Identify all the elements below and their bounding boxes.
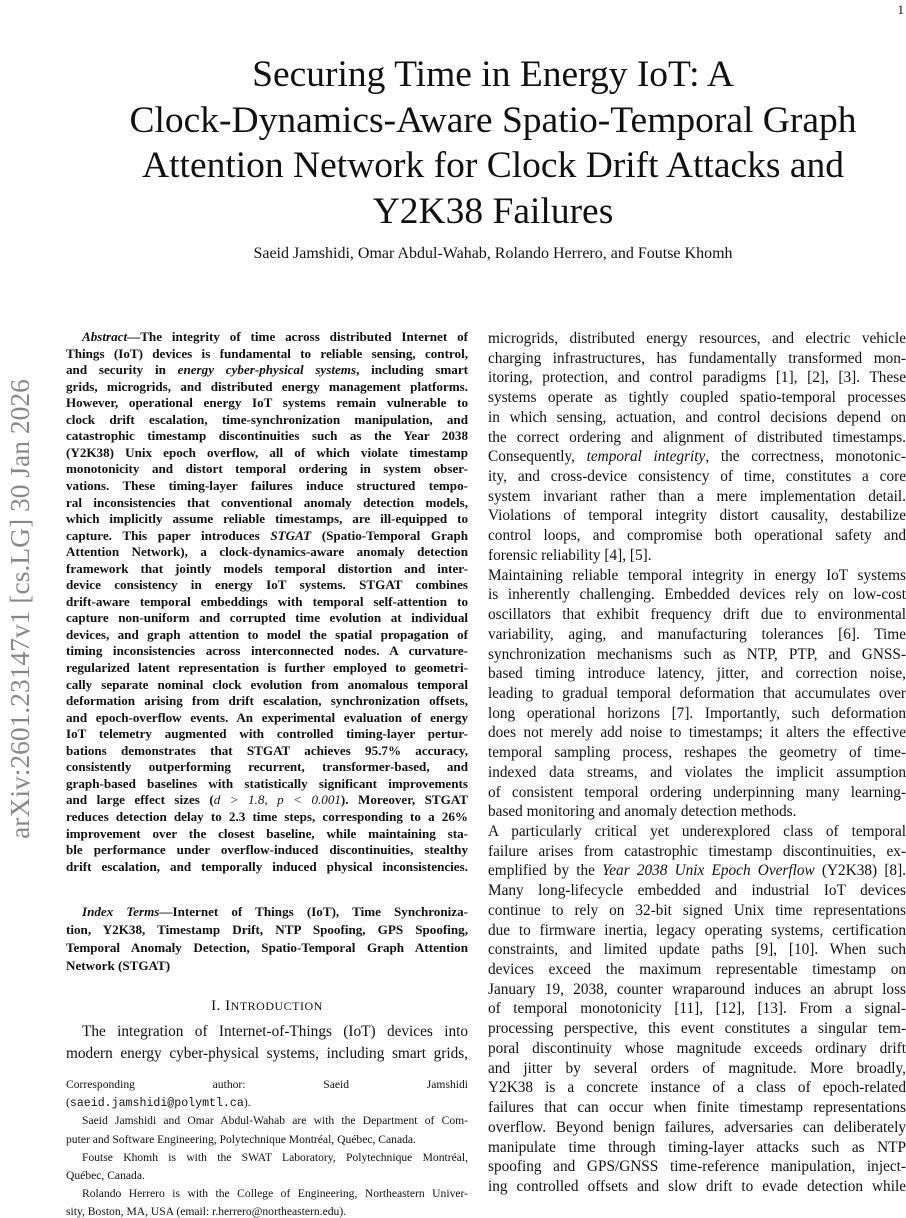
- line-t: forensic reliability [4], [5].: [488, 546, 652, 564]
- footnote-line: [66, 1133, 468, 1146]
- abstract-line: [82, 329, 468, 345]
- intro-line: [488, 1060, 906, 1078]
- intro-line: [488, 389, 906, 407]
- intro-line: [488, 547, 906, 565]
- intro-line: [488, 961, 906, 979]
- intro-line: [488, 902, 906, 920]
- footnote-line: [82, 1151, 468, 1164]
- line-post: (Y2K38) [8].: [814, 862, 906, 880]
- line-t: due to firmware inertia, legacy operating systems, certification: [488, 921, 906, 939]
- intro-line: [488, 527, 906, 545]
- line-post: ).: [243, 1096, 251, 1110]
- intro-line: [488, 764, 906, 782]
- line-t: oscillators that exhibit frequency drift due to environmental: [488, 606, 906, 624]
- abstract-line: [66, 362, 468, 378]
- intro-line: [488, 1020, 906, 1038]
- line-t: constraints, and limited update paths [9], [10]. When such: [488, 941, 906, 959]
- abstract-line: [66, 461, 468, 477]
- line-pre: emplified by the: [488, 862, 603, 880]
- abstract-line: [66, 809, 468, 825]
- intro-line: [488, 350, 906, 368]
- footnote-line: [82, 1187, 468, 1200]
- line-pre: capture. This paper introduces: [66, 527, 271, 543]
- abstract-line: [66, 693, 468, 709]
- line-t: bations demonstrates that STGAT achieves 95.7% accuracy,: [66, 742, 468, 758]
- author-list: Saeid Jamshidi, Omar Abdul-Wahab, Rolando Herrero, and Foutse Khomh: [253, 245, 733, 262]
- line-t: Saeid Jamshidi and Omar Abdul-Wahab are with the Department of Com-: [82, 1114, 468, 1128]
- line-post: (Spatio-Temporal Graph: [311, 527, 469, 543]
- line-em: Abstract: [82, 329, 128, 344]
- line-t: the correct ordering and alignment of distributed timestamps.: [488, 428, 906, 446]
- title-line: Attention Network for Clock Drift Attacks and: [142, 145, 844, 186]
- line-em: Index Terms: [82, 904, 160, 919]
- abstract-line: [66, 346, 468, 362]
- abstract-line: [66, 759, 468, 775]
- intro-line: [488, 409, 906, 427]
- line-post: ). Moreover, STGAT: [340, 792, 468, 808]
- abstract-line: [66, 677, 468, 693]
- abstract-line: [66, 627, 468, 643]
- arxiv-stamp: arXiv:2601.23147v1 [cs.LG] 30 Jan 2026: [4, 379, 35, 839]
- line-pre: and security in: [66, 362, 178, 378]
- line-t: Network (STGAT): [66, 958, 171, 973]
- line-post: , including smart: [356, 362, 468, 378]
- line-t: itoring, protection, and control paradigms [1], [2], [3]. These: [488, 369, 906, 387]
- line-t: based timing introduce latency, jitter, and correction noise,: [488, 665, 906, 683]
- line-t: ity, and cross-device consistency of time, constitutes a core: [488, 468, 906, 486]
- line-t: ral inconsistencies that conventional anomaly detection models,: [66, 494, 468, 510]
- intro-line: [488, 823, 906, 841]
- section-number: I.: [211, 998, 221, 1014]
- paper-title: [60, 52, 906, 234]
- line-t: ing controlled offsets and slow drift to evade detection while: [488, 1177, 906, 1195]
- intro-line: [488, 685, 906, 703]
- intro-line: [488, 369, 906, 387]
- intro-line: [488, 941, 906, 959]
- line-t: of temporal monotonicity [11], [12], [13]. From a signal-: [488, 1000, 906, 1018]
- line-t: reduces detection delay to 2.3 time steps, corresponding to a 26%: [66, 808, 468, 824]
- line-t: temporal sampling process, reshapes the geometry of time-: [488, 744, 906, 762]
- intro-line: [488, 744, 906, 762]
- line-em: Year 2038 Unix Epoch Overflow: [602, 862, 815, 880]
- line-t: is inherently challenging. Embedded devices rely on low-cost: [488, 586, 906, 604]
- index-terms-line: [66, 940, 468, 956]
- line-t: IoT telemetry augmented with controlled timing-layer pertur-: [66, 726, 468, 742]
- abstract-line: [66, 561, 468, 577]
- abstract-line: [66, 495, 468, 511]
- line-math: d > 1.8, p < 0.001: [213, 792, 341, 808]
- section-heading-introduction: [66, 998, 468, 1015]
- line-t: modern energy cyber-physical systems, including smart grids,: [66, 1044, 468, 1062]
- line-t: long operational horizons [7]. Importantly, such deformation: [488, 704, 906, 722]
- intro-line: [488, 843, 906, 861]
- title-line: Clock-Dynamics-Aware Spatio-Temporal Graph: [129, 99, 857, 141]
- line-t: grids, microgrids, and distributed energy management platforms.: [66, 378, 468, 394]
- line-t: microgrids, distributed energy resources, and electric vehicle: [488, 330, 906, 347]
- line-t: system invariant rather than a mere implementation detail.: [488, 487, 906, 505]
- line-t: timing inconsistencies across interconnected nodes. A curvature-: [66, 643, 468, 659]
- intro-line: [488, 646, 906, 664]
- line-t: puter and Software Engineering, Polytechnique Montréal, Québec, Canada.: [66, 1132, 416, 1146]
- intro-line: [82, 1023, 468, 1041]
- abstract-line: [66, 379, 468, 395]
- page-number: 1: [897, 2, 904, 17]
- abstract-line: [66, 428, 468, 444]
- abstract-line: [66, 577, 468, 593]
- line-t: overflow. Beyond benign failures, adversaries can deliberately: [488, 1118, 906, 1136]
- section-title-initial: I: [225, 998, 231, 1014]
- intro-line: [488, 448, 906, 466]
- abstract-line: [66, 445, 468, 461]
- line-t: Attention Network), a clock-dynamics-aware anomaly detection: [66, 544, 468, 560]
- line-t: Temporal Anomaly Detection, Spatio-Temporal Graph Attention: [66, 940, 468, 955]
- line-t: monotonicity and distort temporal ordering in system obser-: [66, 461, 468, 477]
- index-terms-line: [82, 904, 468, 920]
- line-t: Maintaining reliable temporal integrity in energy IoT systems: [488, 566, 906, 584]
- line-t: Corresponding author: Saeid Jamshidi: [66, 1078, 468, 1091]
- intro-line: [488, 882, 906, 900]
- intro-line: [488, 1079, 906, 1097]
- abstract-line: [66, 478, 468, 494]
- intro-line: [488, 468, 906, 486]
- abstract-line: [66, 710, 468, 726]
- line-t: regularized latent representation is further employed to geometri-: [66, 660, 468, 675]
- intro-line: [488, 784, 906, 802]
- footnote-line: [66, 1078, 468, 1091]
- line-t: graph-based baselines with statistically significant improvements: [66, 775, 468, 791]
- title-line: Securing Time in Energy IoT: A: [252, 54, 734, 95]
- index-terms-line: [66, 958, 468, 974]
- line-t: January 19, 2038, counter wraparound induces an abrupt loss: [488, 980, 906, 998]
- line-pre: and large effect sizes (: [66, 792, 214, 808]
- line-t: devices, and graph attention to model the spatial propagation of: [66, 626, 468, 642]
- line-t: based monitoring and anomaly detection methods.: [488, 803, 797, 821]
- line-t: drift-aware temporal embeddings with temporal self-attention to: [66, 593, 468, 609]
- line-t: systems operate as tightly coupled spatio-temporal processes: [488, 389, 906, 407]
- line-t: devices exceed the maximum representable timestamp on: [488, 961, 906, 979]
- abstract-line: [66, 792, 468, 808]
- line-em: STGAT: [270, 527, 312, 543]
- line-t: Y2K38 is a concrete instance of a class of epoch-related: [488, 1079, 906, 1097]
- line-t: cally separate nominal clock evolution from anomalous temporal: [66, 676, 468, 692]
- line-t: and jitter by several orders of magnitude. More broadly,: [488, 1059, 906, 1077]
- line-t: Violations of temporal integrity distort causality, destabilize: [488, 507, 906, 525]
- line-em: energy cyber-physical systems: [177, 362, 357, 378]
- line-post: —Internet of Things (IoT), Time Synchroniza-: [159, 904, 468, 919]
- line-pre: (: [66, 1096, 70, 1110]
- abstract-line: [66, 511, 468, 527]
- intro-line: [488, 488, 906, 506]
- line-t: tion, Y2K38, Timestamp Drift, NTP Spoofing, GPS Spoofing,: [66, 922, 468, 937]
- line-t: sity, Boston, MA, USA (email: r.herrero@northeastern.edu).: [66, 1205, 347, 1218]
- abstract-line: [66, 395, 468, 411]
- intro-line: [488, 606, 906, 624]
- intro-line: [488, 429, 906, 447]
- line-t: control loops, and compromise both operational safety and: [488, 527, 906, 545]
- intro-line: [488, 567, 906, 585]
- abstract-line: [66, 610, 468, 626]
- line-t: A particularly critical yet underexplored class of temporal: [488, 823, 906, 840]
- abstract-line: [66, 842, 468, 858]
- line-t: processing perspective, this event constitutes a singular tem-: [488, 1020, 906, 1038]
- intro-line: [488, 724, 906, 742]
- line-post: —The integrity of time across distributed Internet of: [127, 329, 468, 344]
- line-t: continue to rely on 32-bit signed Unix time representations: [488, 901, 906, 919]
- line-t: and epoch-overflow events. An experimental evaluation of energy: [66, 709, 468, 725]
- footnote-line: [82, 1114, 468, 1127]
- line-t: leading to gradual temporal deformation that accumulates over: [488, 684, 906, 702]
- line-t: capture non-uniform and corrupted time evolution at individual: [66, 610, 468, 626]
- line-t: in which sensing, actuation, and control decisions depend on: [488, 408, 906, 426]
- line-t: spoofing and GPS/GNSS time-reference manipulation, inject-: [488, 1158, 906, 1176]
- line-t: framework that jointly models temporal distortion and inter-: [66, 560, 468, 576]
- line-t: deformation arising from drift escalation, synchronization offsets,: [66, 693, 468, 709]
- intro-line: [488, 803, 906, 821]
- intro-line: [488, 1119, 906, 1137]
- abstract-line: [66, 660, 468, 676]
- section-title-rest: NTRODUCTION: [230, 999, 323, 1013]
- line-t: indexed data streams, and violates the implicit assumption: [488, 763, 906, 781]
- line-t: of consistent temporal ordering underpinning many learning-: [488, 783, 906, 801]
- line-t: Rolando Herrero is with the College of Engineering, Northeastern Univer-: [82, 1187, 468, 1201]
- line-t: However, operational energy IoT systems remain vulnerable to: [66, 395, 468, 411]
- intro-line: [488, 1099, 906, 1117]
- line-t: The integration of Internet-of-Things (IoT) devices into: [82, 1023, 468, 1040]
- intro-line: [488, 1178, 906, 1196]
- line-post: , the correctness, monotonic-: [705, 448, 906, 466]
- intro-line: [488, 1139, 906, 1157]
- line-t: manipulate time through timing-layer attacks such as NTP: [488, 1138, 906, 1156]
- intro-line: [488, 862, 906, 880]
- abstract-line: [66, 528, 468, 544]
- line-pre: Consequently,: [488, 448, 587, 466]
- line-t: poral discontinuity whose magnitude exceeds ordinary drift: [488, 1039, 906, 1057]
- line-t: which implicitly assume reliable timestamps, are ill-equipped to: [66, 511, 468, 527]
- intro-line: [488, 705, 906, 723]
- abstract-line: [66, 743, 468, 759]
- intro-line: [488, 507, 906, 525]
- footnote-line: [66, 1096, 468, 1110]
- intro-line: [488, 330, 906, 348]
- abstract-line: [66, 643, 468, 659]
- line-t: (Y2K38) Unix epoch overflow, all of which violate timestamp: [66, 444, 468, 460]
- intro-line: [488, 981, 906, 999]
- line-t: clock drift escalation, time-synchronization manipulation, and: [66, 411, 468, 427]
- intro-line: [488, 1040, 906, 1058]
- footnote-line: [66, 1205, 468, 1218]
- intro-line: [488, 1158, 906, 1176]
- line-t: drift escalation, and temporally induced physical inconsistencies.: [66, 858, 468, 874]
- line-t: variability, aging, and manufacturing tolerances [6]. Time: [488, 625, 906, 643]
- line-t: synchronization mechanisms such as NTP, PTP, and GNSS-: [488, 645, 906, 663]
- line-t: Things (IoT) devices is fundamental to reliable sensing, control,: [66, 345, 468, 361]
- line-t: failure arises from catastrophic timestamp discontinuities, ex-: [488, 842, 906, 860]
- abstract-line: [66, 726, 468, 742]
- abstract-line: [66, 826, 468, 842]
- intro-line: [66, 1045, 468, 1063]
- line-t: does not merely add noise to timestamps; it alters the effective: [488, 724, 906, 742]
- line-t: improvement over the closest baseline, while maintaining sta-: [66, 825, 468, 841]
- abstract-line: [66, 544, 468, 560]
- line-em: temporal integrity: [586, 448, 706, 466]
- intro-line: [488, 626, 906, 644]
- line-t: failures that can occur when finite timestamp representations: [488, 1099, 906, 1117]
- abstract-line: [66, 776, 468, 792]
- line-mono: saeid.jamshidi@polymtl.ca: [69, 1097, 244, 1111]
- line-t: Many long-lifecycle embedded and industrial IoT devices: [488, 882, 906, 900]
- abstract-line: [66, 412, 468, 428]
- line-t: consistently outperforming recurrent, transformer-based, and: [66, 759, 468, 775]
- abstract-line: [66, 594, 468, 610]
- line-t: vations. These timing-layer failures induce structured tempo-: [66, 477, 468, 493]
- line-t: charging infrastructures, has fundamentally transformed mon-: [488, 349, 906, 367]
- line-t: catastrophic timestamp discontinuities such as the Year 2038: [66, 428, 468, 444]
- line-t: Québec, Canada.: [66, 1169, 145, 1182]
- intro-line: [488, 586, 906, 604]
- intro-line: [488, 665, 906, 683]
- line-t: device consistency in energy IoT systems. STGAT combines: [66, 577, 468, 593]
- index-terms-line: [66, 922, 468, 938]
- footnote-line: [66, 1169, 468, 1182]
- abstract-line: [66, 859, 468, 875]
- intro-line: [488, 922, 906, 940]
- line-t: Foutse Khomh is with the SWAT Laboratory, Polytechnique Montréal,: [82, 1150, 468, 1164]
- title-line: Y2K38 Failures: [372, 190, 614, 232]
- intro-line: [488, 1000, 906, 1018]
- line-t: ble performance under overflow-induced discontinuities, stealthy: [66, 842, 468, 858]
